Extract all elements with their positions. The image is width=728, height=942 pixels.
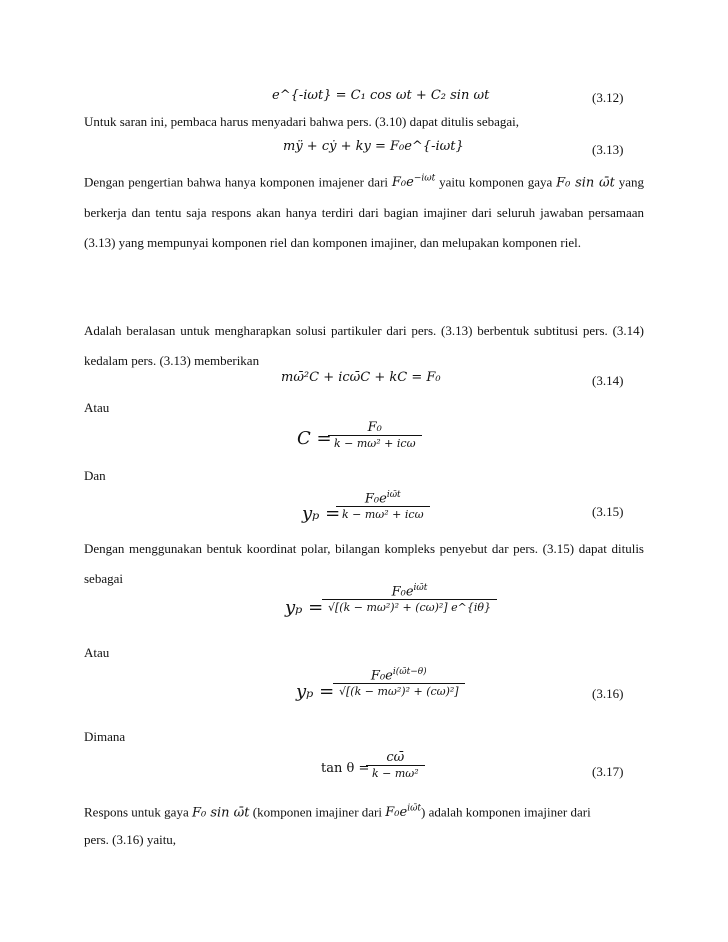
equation-3-17-numerator: cω̄ [386, 750, 405, 765]
equation-3-15-numerator [359, 490, 407, 506]
label-atau-2: Atau [84, 645, 110, 660]
inline-math-f0-sin-2: F₀ sin ω̄t [191, 805, 250, 821]
equation-c-denominator: k − mω² + icω [328, 435, 422, 450]
equation-number-3-17: (3.17) [592, 764, 624, 779]
paragraph-5 [84, 794, 644, 828]
paragraph-5-line-2: pers. (3.16) yaitu, [84, 832, 177, 847]
equation-3-16-denominator: √[(k − mω²)² + (cω)²] [333, 683, 465, 698]
equation-3-16-numerator [365, 667, 433, 683]
paragraph-5-text-b: (komponen imajiner dari [252, 804, 382, 820]
inline-math-f0e-exp: −iωt [413, 174, 436, 184]
paragraph-5-text-c: ) adalah komponen imajiner dari [421, 804, 591, 820]
equation-3-15-denominator: k − mω² + icω [336, 506, 430, 521]
inline-math-f0e [392, 175, 435, 190]
paragraph-2-text-c: yang berkerja dan tentu saja respons akan hanya terdiri dari bagian imajiner dari seluruh jawaban persamaan (3.13) yang mempunyai komponen riel dan komponen imajiner, dan melupakan komponen riel. [84, 174, 645, 251]
label-dan: Dan [84, 468, 106, 483]
equation-number-3-16: (3.16) [592, 686, 624, 701]
equation-c-lhs: C = [297, 428, 332, 449]
equation-polar-numerator-base: F₀e [391, 584, 414, 600]
equation-polar-numerator [386, 583, 434, 599]
paragraph-1: Untuk saran ini, pembaca harus menyadari bahwa pers. (3.10) dapat ditulis sebagai, [84, 114, 519, 129]
equation-c-fraction [328, 420, 422, 450]
paragraph-5-text-a: Respons untuk gaya [84, 804, 189, 820]
equation-3-16-lhs: yₚ = [296, 681, 335, 702]
equation-number-3-13: (3.13) [592, 142, 624, 157]
paragraph-2-text-b: yaitu komponen gaya [439, 174, 553, 190]
paragraph-4: Dengan menggunakan bentuk koordinat polar, bilangan kompleks penyebut dar pers. (3.15) dapat ditulis sebagai [84, 541, 644, 586]
label-atau-1: Atau [84, 400, 110, 415]
equation-3-17-lhs: tan θ = [321, 761, 370, 776]
equation-3-17-denominator: k − mω² [366, 765, 425, 780]
equation-3-13: mÿ + cẏ + ky = F₀e^{-iωt} [283, 139, 464, 154]
inline-math-f0e-2-exp: iω̄t [407, 804, 422, 814]
equation-3-16-numerator-base: F₀e [370, 668, 393, 684]
equation-number-3-15: (3.15) [592, 504, 624, 519]
equation-3-15-fraction [336, 490, 430, 521]
equation-polar-fraction [322, 583, 497, 614]
equation-polar-denominator: √[(k − mω²)² + (cω)²] e^{iθ} [322, 599, 497, 614]
paragraph-2 [84, 164, 644, 258]
inline-math-f0-sin: F₀ sin ω̄t [556, 175, 615, 191]
equation-3-16-fraction [333, 667, 465, 698]
equation-3-15-numerator-base: F₀e [364, 491, 387, 507]
equation-polar-numerator-exp: iω̄t [413, 583, 428, 593]
equation-number-3-12: (3.12) [592, 90, 624, 105]
equation-3-14: mω̄²C + icω̄C + kC = F₀ [281, 370, 441, 385]
equation-number-3-14: (3.14) [592, 373, 624, 388]
inline-math-f0e-2-base: F₀e [385, 805, 408, 821]
equation-3-16-numerator-exp: i(ω̄t−θ) [392, 667, 427, 677]
inline-math-f0e-base: F₀e [391, 175, 414, 191]
paragraph-2-text-a: Dengan pengertian bahwa hanya komponen imajener dari [84, 174, 389, 190]
equation-polar-lhs: yₚ = [285, 597, 324, 618]
equation-c-numerator: F₀ [367, 420, 382, 435]
inline-math-f0e-2 [385, 805, 421, 820]
label-dimana: Dimana [84, 729, 126, 744]
equation-3-15-lhs: yₚ = [302, 503, 341, 524]
equation-3-15-numerator-exp: iω̄t [386, 490, 401, 500]
equation-3-17-fraction [366, 750, 425, 780]
paragraph-3: Adalah beralasan untuk mengharapkan solusi partikuler dari pers. (3.13) berbentuk subtitusi pers. (3.14) kedalam pers. (3.13) memberikan [84, 323, 644, 368]
equation-3-12: e^{-iωt} = C₁ cos ωt + C₂ sin ωt [272, 88, 490, 103]
